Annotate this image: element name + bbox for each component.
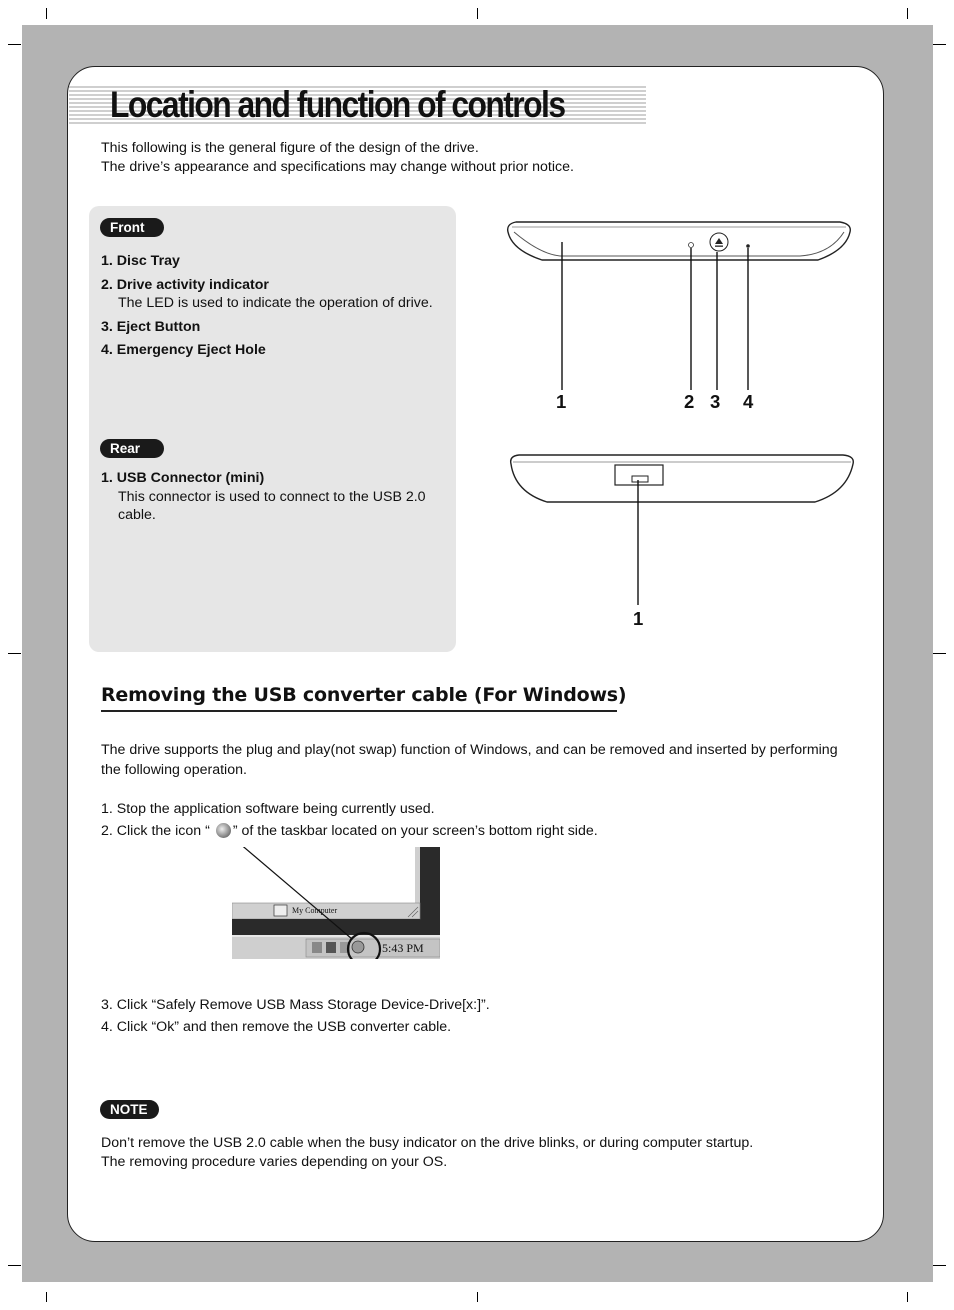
list-item: [101, 469, 441, 525]
callout-number: 4: [743, 391, 754, 412]
rear-label: Rear: [100, 439, 164, 458]
page-title: Location and function of controls: [110, 84, 565, 125]
note-text: [101, 1134, 753, 1172]
crop-mark: [933, 1265, 946, 1266]
step-4: 4. Click “Ok” and then remove the USB converter cable.: [101, 1019, 452, 1035]
item-label: 2. Drive activity indicator: [101, 276, 269, 293]
window-label: My Computer: [292, 906, 338, 915]
drive-front-body: [508, 222, 851, 260]
callout-number: 1: [633, 608, 644, 629]
intro-line: This following is the general figure of the design of the drive.: [101, 140, 479, 156]
list-item: [101, 276, 441, 313]
item-label: 3. Eject Button: [101, 318, 201, 335]
item-label: 1. USB Connector (mini): [101, 470, 265, 486]
list-item: [101, 341, 441, 360]
item-description: The LED is used to indicate the operation of drive.: [118, 295, 433, 311]
callout-number: 1: [556, 391, 567, 412]
crop-mark: [907, 8, 908, 19]
crop-mark: [933, 653, 946, 654]
intro-text: [101, 139, 574, 177]
note-line: Don’t remove the USB 2.0 cable when the busy indicator on the drive blinks, or during computer startup.: [101, 1135, 754, 1151]
step-2: [101, 822, 598, 841]
usb-port: [632, 476, 648, 482]
intro-line: The drive’s appearance and specifications may change without prior notice.: [101, 159, 574, 175]
crop-mark: [8, 1265, 21, 1266]
crop-mark: [907, 1292, 908, 1302]
section-heading: Removing the USB converter cable (For Windows): [101, 684, 627, 706]
item-description: This connector is used to connect to the USB 2.0 cable.: [118, 488, 426, 523]
crop-mark: [46, 1292, 47, 1302]
crop-mark: [477, 8, 478, 19]
crop-mark: [933, 44, 946, 45]
front-list: [101, 252, 441, 365]
activity-led: [689, 243, 694, 248]
callout-number: 2: [684, 391, 695, 412]
section-paragraph: The drive supports the plug and play(not swap) function of Windows, and can be removed and inserted by performing the following operation.: [101, 742, 838, 778]
step-2-text: ” of the taskbar located on your screen’s bottom right side.: [232, 823, 598, 839]
list-item: [101, 318, 441, 337]
front-label: Front: [100, 218, 164, 237]
step-1: 1. Stop the application software being currently used.: [101, 801, 435, 817]
drive-front-diagram: [500, 210, 860, 410]
callout-number: 3: [710, 391, 721, 412]
crop-mark: [477, 1292, 478, 1302]
crop-mark: [8, 44, 21, 45]
list-item: [101, 252, 441, 271]
emergency-eject-hole: [746, 244, 750, 248]
taskbar-clock: 5:43 PM: [382, 941, 424, 955]
crop-mark: [46, 8, 47, 19]
eject-symbol-bar: [715, 246, 723, 247]
item-label: 1. Disc Tray: [101, 253, 180, 269]
note-label: NOTE: [100, 1100, 159, 1119]
taskbar-screenshot: [232, 847, 440, 959]
step-3: 3. Click “Safely Remove USB Mass Storage Device-Drive[x:]”.: [101, 997, 490, 1013]
crop-mark: [8, 653, 21, 654]
step-2-text: 2. Click the icon “: [101, 823, 210, 839]
drive-rear-diagram: [505, 450, 860, 610]
note-line: The removing procedure varies depending on your OS.: [101, 1154, 448, 1170]
rear-list: [101, 469, 441, 530]
safely-remove-icon: [216, 823, 231, 838]
item-label: 4. Emergency Eject Hole: [101, 342, 266, 358]
heading-underline: [101, 710, 617, 712]
